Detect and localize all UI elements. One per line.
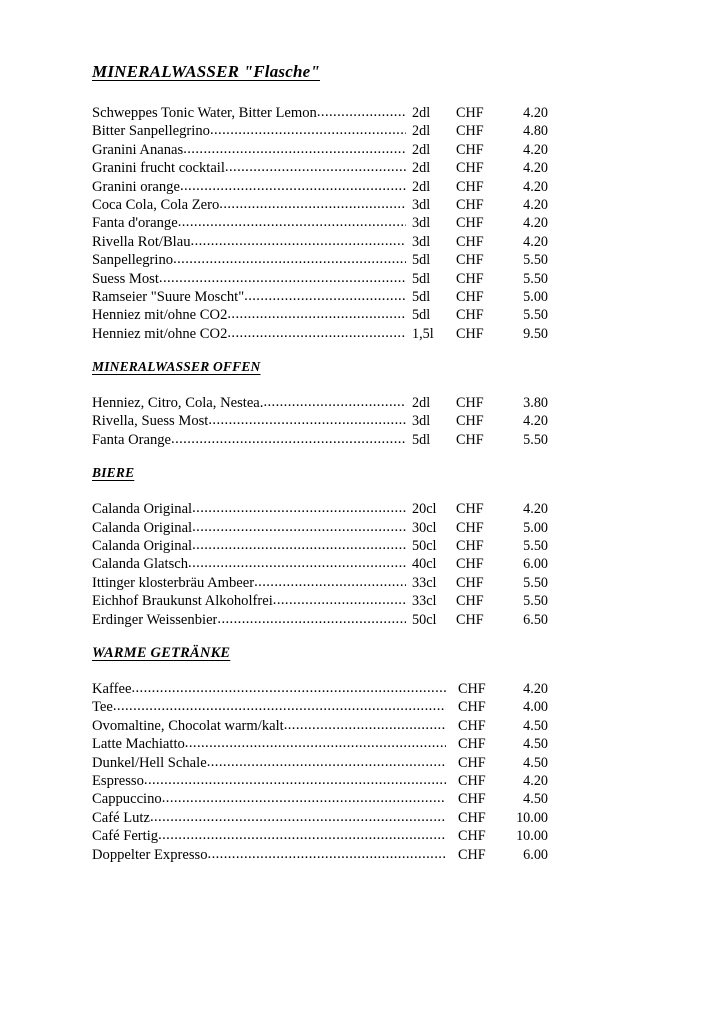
menu-item-volume: 30cl [412,519,437,536]
menu-item-price: 4.50 [523,717,548,734]
menu-item-currency: CHF [456,574,484,591]
menu-item-row [92,306,548,324]
dot-leader [217,610,406,628]
menu-item-volume: 2dl [412,160,431,177]
dot-leader [171,430,406,448]
menu-item-price: 4.20 [523,160,548,177]
menu-item-row [92,104,548,122]
menu-item-currency: CHF [456,556,484,573]
section-items-mineralwasser-offen [92,394,548,449]
menu-item-name: Dunkel/Hell Schale [92,754,207,771]
menu-item-currency: CHF [458,736,486,753]
menu-item-currency: CHF [458,699,486,716]
spacer [92,82,548,104]
menu-item-row [92,611,548,629]
menu-item-row [92,537,548,555]
dot-leader [263,393,406,411]
section-heading-label: WARME GETRÄNKE [92,644,231,661]
dot-leader [162,789,446,807]
menu-item-price: 4.20 [523,178,548,195]
menu-item-currency: CHF [456,160,484,177]
dot-leader [131,679,446,697]
menu-item-price: 5.50 [523,252,548,269]
menu-item-currency: CHF [456,105,484,121]
menu-item-name: Ittinger klosterbräu Ambeer [92,574,255,591]
menu-item-currency: CHF [456,307,484,324]
menu-item-volume: 5dl [412,252,431,269]
section-heading-label: MINERALWASSER OFFEN [92,359,261,375]
menu-item-price: 4.20 [523,680,548,697]
menu-item-row [92,827,548,845]
menu-item-price: 4.80 [523,123,548,140]
section-items-biere [92,500,548,629]
menu-item-row [92,251,548,269]
menu-item-price: 4.20 [523,105,548,121]
menu-item-price: 9.50 [523,325,548,342]
menu-item-name: Rivella, Suess Most [92,413,209,430]
menu-item-row [92,735,548,753]
menu-item-row [92,754,548,772]
menu-item-price: 10.00 [516,809,548,826]
menu-item-currency: CHF [456,413,484,430]
menu-item-volume: 3dl [412,413,431,430]
menu-item-name: Granini Ananas [92,141,184,158]
menu-item-row [92,394,548,412]
dot-leader [180,177,406,195]
menu-item-row [92,141,548,159]
menu-item-name: Espresso [92,772,144,789]
menu-item-currency: CHF [456,431,484,448]
menu-item-currency: CHF [458,754,486,771]
dot-leader [150,808,446,826]
dot-leader [317,103,406,121]
spacer [92,343,548,358]
menu-item-volume: 2dl [412,395,431,412]
menu-item-price: 5.00 [523,519,548,536]
menu-item-price: 3.80 [523,395,548,412]
dot-leader [158,826,446,844]
menu-item-price: 5.00 [523,288,548,305]
menu-item-price: 4.20 [523,772,548,789]
section-heading-mineralwasser-offen [92,358,548,376]
menu-item-row [92,772,548,790]
menu-item-price: 6.50 [523,611,548,628]
section-items-warme-getraenke [92,680,548,864]
dot-leader [159,269,406,287]
menu-item-price: 4.20 [523,501,548,518]
menu-item-currency: CHF [456,611,484,628]
dot-leader [113,697,446,715]
menu-item-name: Erdinger Weissenbier [92,611,218,628]
menu-item-row [92,233,548,251]
menu-item-price: 5.50 [523,431,548,448]
dot-leader [273,591,406,609]
dot-leader [208,411,406,429]
menu-item-row [92,325,548,343]
menu-item-name: Henniez mit/ohne CO2 [92,307,228,324]
menu-item-row [92,555,548,573]
section-heading-label: BIERE [92,465,135,481]
section-items-mineralwasser-flasche [92,104,548,343]
menu-item-currency: CHF [458,772,486,789]
menu-item-price: 4.20 [523,215,548,232]
menu-item-price: 5.50 [523,307,548,324]
menu-item-volume: 3dl [412,215,431,232]
menu-item-row [92,574,548,592]
section-heading-warme-getraenke [92,644,548,662]
menu-item-name: Café Fertig [92,828,159,845]
menu-item-price: 4.20 [523,141,548,158]
menu-item-name: Latte Machiatto [92,736,185,753]
menu-item-price: 6.00 [523,846,548,863]
spacer [92,629,548,644]
menu-item-row [92,500,548,518]
menu-item-name: Ovomaltine, Chocolat warm/kalt [92,717,284,734]
menu-item-currency: CHF [458,791,486,808]
menu-item-price: 4.20 [523,196,548,213]
dot-leader [192,536,406,554]
menu-item-price: 6.00 [523,556,548,573]
dot-leader [210,121,406,139]
menu-item-volume: 40cl [412,556,437,573]
menu-item-row [92,809,548,827]
menu-item-name: Granini frucht cocktail [92,160,225,177]
menu-item-name: Doppelter Expresso [92,846,208,863]
menu-item-row [92,519,548,537]
menu-item-row [92,790,548,808]
menu-item-currency: CHF [458,717,486,734]
menu-item-price: 4.20 [523,413,548,430]
menu-item-volume: 1,5l [412,325,434,342]
menu-item-volume: 3dl [412,196,431,213]
menu-item-volume: 3dl [412,233,431,250]
page-title: MINERALWASSER "Flasche" [92,62,321,81]
menu-item-name: Tee [92,699,113,716]
menu-item-row [92,412,548,430]
menu-item-currency: CHF [456,252,484,269]
spacer [92,376,548,394]
menu-item-name: Ramseier "Suure Moscht" [92,288,245,305]
menu-item-currency: CHF [458,809,486,826]
menu-item-row [92,159,548,177]
menu-item-currency: CHF [456,196,484,213]
dot-leader [185,734,446,752]
menu-item-price: 10.00 [516,828,548,845]
menu-item-price: 4.50 [523,736,548,753]
menu-item-name: Calanda Original [92,501,193,518]
menu-item-name: Calanda Original [92,538,193,555]
menu-item-currency: CHF [456,288,484,305]
dot-leader [244,287,406,305]
dot-leader [225,158,406,176]
menu-item-row [92,717,548,735]
menu-item-currency: CHF [456,325,484,342]
menu-item-name: Kaffee [92,680,132,697]
menu-item-price: 4.00 [523,699,548,716]
menu-item-row [92,196,548,214]
menu-item-name: Suess Most [92,270,159,287]
menu-item-volume: 5dl [412,288,431,305]
menu-content [92,62,548,864]
menu-item-volume: 5dl [412,270,431,287]
menu-item-name: Schweppes Tonic Water, Bitter Lemon [92,105,317,121]
menu-item-price: 5.50 [523,593,548,610]
menu-item-volume: 5dl [412,307,431,324]
menu-item-price: 5.50 [523,270,548,287]
menu-item-currency: CHF [456,178,484,195]
menu-item-currency: CHF [458,846,486,863]
menu-item-name: Calanda Glatsch [92,556,189,573]
menu-item-volume: 2dl [412,123,431,140]
dot-leader [188,554,406,572]
menu-item-name: Fanta d'orange [92,215,178,232]
section-heading-biere [92,464,548,482]
menu-item-volume: 2dl [412,105,431,121]
menu-item-volume: 20cl [412,501,437,518]
menu-item-volume: 50cl [412,611,437,628]
menu-item-currency: CHF [456,501,484,518]
menu-item-volume: 2dl [412,178,431,195]
menu-item-row [92,680,548,698]
dot-leader [192,499,406,517]
menu-item-volume: 2dl [412,141,431,158]
menu-item-row [92,698,548,716]
menu-item-price: 4.50 [523,791,548,808]
spacer [92,662,548,680]
menu-item-name: Bitter Sanpellegrino [92,123,210,140]
menu-item-volume: 5dl [412,431,431,448]
menu-item-currency: CHF [456,395,484,412]
dot-leader [173,250,406,268]
menu-item-price: 4.50 [523,754,548,771]
menu-item-row [92,288,548,306]
menu-item-row [92,431,548,449]
menu-item-name: Cappuccino [92,791,162,808]
menu-item-price: 5.50 [523,574,548,591]
dot-leader [178,213,406,231]
menu-item-volume: 33cl [412,593,437,610]
menu-item-price: 5.50 [523,538,548,555]
dot-leader [191,232,406,250]
menu-item-currency: CHF [456,123,484,140]
dot-leader [284,716,446,734]
menu-item-currency: CHF [456,593,484,610]
menu-item-name: Calanda Original [92,519,193,536]
menu-item-name: Café Lutz [92,809,150,826]
menu-item-price: 4.20 [523,233,548,250]
dot-leader [227,305,406,323]
spacer [92,482,548,500]
menu-item-currency: CHF [456,270,484,287]
menu-item-currency: CHF [458,828,486,845]
menu-item-row [92,592,548,610]
spacer [92,449,548,464]
menu-item-name: Fanta Orange [92,431,172,448]
menu-item-volume: 50cl [412,538,437,555]
menu-item-name: Rivella Rot/Blau [92,233,191,250]
menu-item-row [92,122,548,140]
menu-item-name: Henniez mit/ohne CO2 [92,325,228,342]
menu-item-currency: CHF [456,215,484,232]
dot-leader [207,753,446,771]
menu-item-row [92,270,548,288]
menu-item-volume: 33cl [412,574,437,591]
dot-leader [254,573,406,591]
dot-leader [144,771,446,789]
menu-item-name: Granini orange [92,178,180,195]
menu-item-row [92,846,548,864]
dot-leader [183,140,406,158]
menu-item-currency: CHF [456,538,484,555]
dot-leader [219,195,406,213]
menu-item-name: Eichhof Braukunst Alkoholfrei [92,593,273,610]
menu-item-name: Henniez, Citro, Cola, Nestea. [92,395,264,412]
dot-leader [208,845,446,863]
dot-leader [227,324,406,342]
menu-item-currency: CHF [456,233,484,250]
menu-item-currency: CHF [458,680,486,697]
menu-item-currency: CHF [456,141,484,158]
menu-item-row [92,214,548,232]
menu-item-name: Coca Cola, Cola Zero [92,196,220,213]
dot-leader [192,518,406,536]
menu-item-row [92,178,548,196]
menu-item-currency: CHF [456,519,484,536]
menu-item-name: Sanpellegrino [92,252,174,269]
